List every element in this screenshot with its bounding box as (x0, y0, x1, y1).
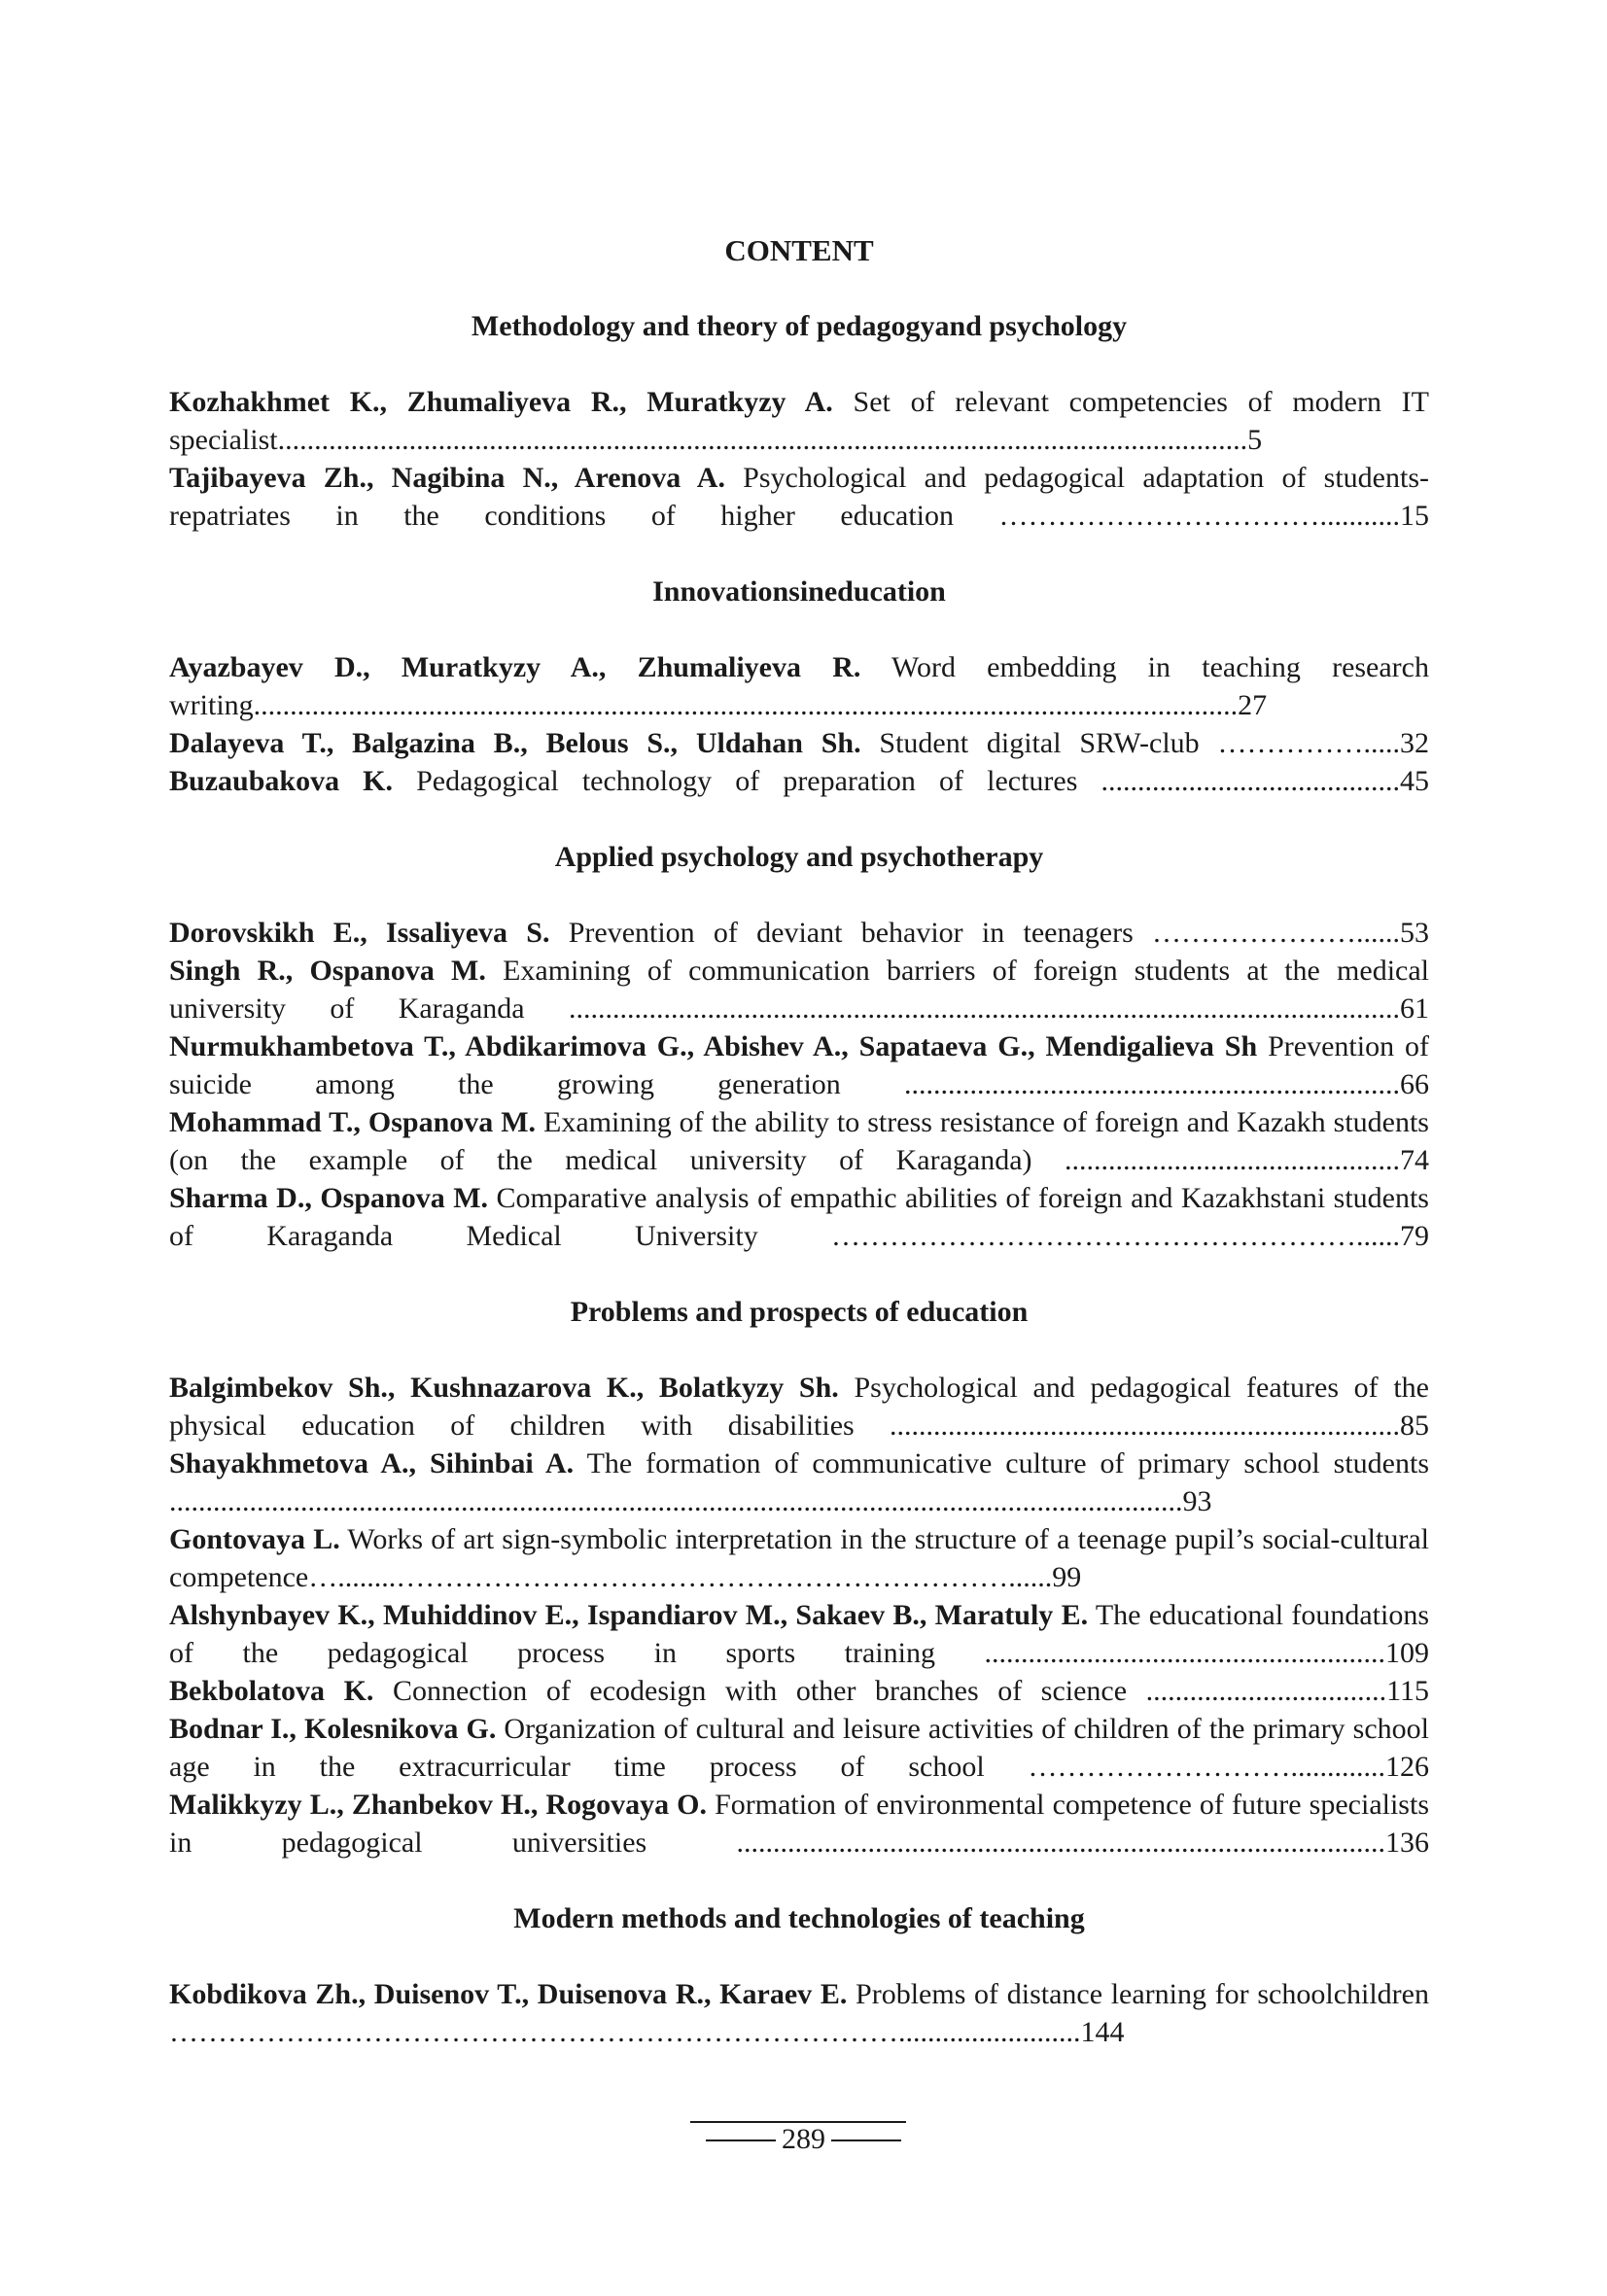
entry-authors: Balgimbekov Sh., Kushnazarova K., Bolatkyzy Sh. (169, 1372, 839, 1404)
entry-authors: Gontovaya L. (169, 1523, 340, 1555)
entry-authors: Sharma D., Ospanova M. (169, 1182, 489, 1214)
table-of-contents (169, 231, 1429, 2089)
entry-title: Examining of communication barriers of foreign students at the medical university of Karaganda ..................................................................................................................61 (169, 955, 1430, 1025)
entry-authors: Bodnar I., Kolesnikova G. (169, 1713, 497, 1745)
entry-authors: Shayakhmetova A., Sihinbai A. (169, 1447, 575, 1479)
entry-title: Organization of cultural and leisure activities of children of the primary school age in the extracurricular time process of school ……………………….............126 (169, 1713, 1429, 1783)
page-number: 289 (776, 2123, 831, 2156)
toc-entry (169, 952, 1429, 1027)
entry-title: The educational foundations of the pedagogical process in sports training .......................................................109 (169, 1599, 1430, 1669)
entry-authors: Alshynbayev K., Muhiddinov E., Ispandiarov M., Sakaev B., Maratuly E. (169, 1599, 1089, 1631)
entry-title: Psychological and pedagogical features of the physical education of children with disabilities ......................................................................85 (169, 1372, 1429, 1442)
entry-authors: Dalayeva T., Balgazina B., Belous S., Uldahan Sh. (169, 727, 861, 759)
section-entries (169, 383, 1429, 535)
toc-entry (169, 648, 1429, 724)
entry-title: The formation of communicative culture of primary school students ...........................................................................................................................................93 (169, 1447, 1430, 1517)
section-entries (169, 1369, 1429, 1861)
entry-title: Connection of ecodesign with other branches of science .................................115 (373, 1675, 1429, 1707)
entry-authors: Kozhakhmet K., Zhumaliyeva R., Muratkyzy A. (169, 386, 833, 418)
entry-authors: Malikkyzy L., Zhanbekov H., Rogovaya O. (169, 1789, 707, 1821)
section-entries (169, 1975, 1429, 2051)
toc-entry (169, 1710, 1429, 1786)
section-heading: Innovationsineducation (652, 575, 946, 608)
entry-title: Student digital SRW-club …………….....32 (860, 727, 1429, 759)
entry-authors: Buzaubakova K. (169, 765, 393, 797)
toc-entry (169, 762, 1429, 800)
toc-entry (169, 1975, 1429, 2051)
toc-entry (169, 1369, 1429, 1444)
toc-entry (169, 914, 1429, 952)
entry-title: Word embedding in teaching research writing.......................................................................................................................................27 (169, 651, 1429, 721)
entry-title: Prevention of deviant behavior in teenagers …………………......53 (549, 917, 1429, 949)
entry-authors: Dorovskikh E., Issaliyeva S. (169, 917, 550, 949)
section-heading: Applied psychology and psychotherapy (554, 841, 1044, 873)
entry-authors: Singh R., Ospanova M. (169, 955, 486, 987)
entry-title: Prevention of suicide among the growing generation ....................................................................66 (169, 1030, 1429, 1100)
toc-entry (169, 1520, 1429, 1596)
entry-title: Problems of distance learning for schoolchildren ………………………………………………………………….........................144 (169, 1978, 1429, 2048)
entry-title: Set of relevant competencies of modern IT specialist.....................................................................................................................................5 (169, 386, 1429, 456)
section-heading: Modern methods and technologies of teaching (513, 1902, 1085, 1934)
page-footer (0, 2123, 1607, 2156)
toc-entry (169, 1672, 1429, 1710)
entry-authors: Nurmukhambetova T., Abdikarimova G., Abishev A., Sapataeva G., Mendigalieva Sh (169, 1030, 1258, 1062)
entry-title: Works of art sign-symbolic interpretation in the structure of a teenage pupil’s social-cultural competence…........………………………………………………………......99 (169, 1523, 1429, 1593)
entry-title: Psychological and pedagogical adaptation of students-repatriates in the conditions of higher education ……………………………...........15 (169, 462, 1429, 532)
entry-title: Examining of the ability to stress resistance of foreign and Kazakh students (on the example of the medical university of Karaganda) ..............................................74 (169, 1106, 1429, 1176)
section-entries (169, 914, 1429, 1255)
toc-entry (169, 459, 1429, 535)
entry-title: Comparative analysis of empathic abilities of foreign and Kazakhstani students of Karaganda Medical University ………………………………………………......79 (169, 1182, 1429, 1252)
toc-entry (169, 1596, 1429, 1672)
toc-entry (169, 1027, 1429, 1103)
toc-entry (169, 1179, 1429, 1255)
entry-authors: Tajibayeva Zh., Nagibina N., Arenova A. (169, 462, 725, 494)
entry-authors: Bekbolatova K. (169, 1675, 374, 1707)
section-entries (169, 648, 1429, 800)
section-heading: Methodology and theory of pedagogyand psychology (471, 310, 1128, 342)
toc-entry (169, 1444, 1429, 1520)
entry-authors: Mohammad T., Ospanova M. (169, 1106, 537, 1138)
page-title: CONTENT (724, 233, 874, 267)
entry-authors: Ayazbayev D., Muratkyzy A., Zhumaliyeva R. (169, 651, 861, 683)
toc-entry (169, 1786, 1429, 1861)
toc-entry (169, 383, 1429, 459)
entry-title: Pedagogical technology of preparation of lectures .........................................45 (393, 765, 1429, 797)
toc-entry (169, 724, 1429, 762)
toc-entry (169, 1103, 1429, 1179)
entry-authors: Kobdikova Zh., Duisenov T., Duisenova R., Karaev E. (169, 1978, 848, 2010)
entry-title: Formation of environmental competence of future specialists in pedagogical universities .........................................................................................136 (169, 1789, 1429, 1859)
section-heading: Problems and prospects of education (570, 1296, 1029, 1328)
